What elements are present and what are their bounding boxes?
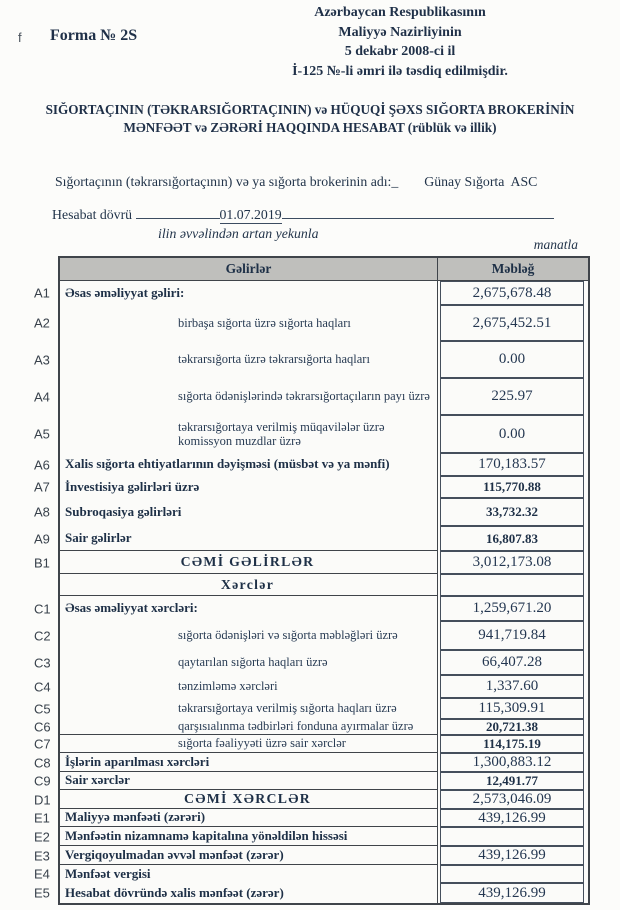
row-label-cell <box>60 790 438 809</box>
row-code: A3 <box>34 352 50 367</box>
blank-underline <box>136 204 220 219</box>
row-code: B1 <box>34 555 50 570</box>
row-code: C6 <box>34 719 51 735</box>
row-label-cell <box>60 675 438 698</box>
table-row-C3 <box>34 650 588 675</box>
row-code: C8 <box>34 755 51 770</box>
report-title-line2: MƏNFƏƏT və ZƏRƏRİ HAQQINDA HESABAT (rüblük və illik) <box>123 120 497 135</box>
row-amount-cell <box>438 883 588 903</box>
currency-note: manatla <box>533 237 578 252</box>
row-label: təkrarsığortaya verilmiş müqavilələr üzrə komissyon muzdlar üzrə <box>178 419 385 448</box>
amount-box <box>440 846 584 865</box>
row-amount-cell <box>438 453 588 476</box>
row-label: Maliyyə mənfəəti (zərəri) <box>65 809 206 825</box>
corner-mark: f <box>18 30 22 45</box>
header-amount-label: Məbləğ <box>491 261 535 276</box>
row-label-cell <box>60 809 438 827</box>
row-amount-cell <box>438 498 588 526</box>
row-amount-value: 439,126.99 <box>478 809 546 826</box>
amount-box <box>440 621 584 650</box>
row-label: sığorta ödənişləri və sığorta məbləğləri üzrə <box>178 628 398 643</box>
amount-box <box>440 827 584 846</box>
report-title <box>0 101 620 137</box>
amount-box <box>440 551 584 574</box>
amount-box <box>440 498 584 526</box>
row-amount-cell <box>438 341 588 378</box>
amount-box <box>440 476 584 498</box>
blank-underline <box>282 204 554 219</box>
row-amount-cell <box>438 551 588 574</box>
amount-box <box>440 790 584 809</box>
row-amount-cell <box>438 574 588 596</box>
row-label: Hesabat dövründə xalis mənfəət (zərər) <box>65 884 284 900</box>
row-amount-value: 1,259,671.20 <box>472 600 552 616</box>
table-row-A1 <box>34 281 588 305</box>
table-row-B1 <box>34 551 588 574</box>
row-label: tənzimləmə xərcləri <box>178 679 278 694</box>
report-title-line1: SIĞORTAÇININ (TƏKRARSIĞORTAÇININ) və HÜQUQİ ŞƏXS SIĞORTA BROKERİNİN <box>45 102 575 117</box>
row-label: Vergiqoyulmadan əvvəl mənfəət (zərər) <box>65 846 284 862</box>
amount-box <box>440 415 584 453</box>
table-row-A6 <box>34 453 588 476</box>
row-amount-cell <box>438 476 588 498</box>
amount-box <box>440 735 584 753</box>
table-row-C4 <box>34 675 588 698</box>
row-code: A1 <box>34 285 50 301</box>
row-amount-value: 66,407.28 <box>482 654 542 670</box>
row-code: E4 <box>34 866 50 882</box>
row-amount-cell <box>438 809 588 827</box>
row-amount-value: 12,491.77 <box>486 773 538 788</box>
row-amount-cell <box>438 772 588 790</box>
row-amount-cell <box>438 790 588 809</box>
row-code: C5 <box>34 701 51 716</box>
row-amount-cell <box>438 378 588 415</box>
header-cell-incomes <box>60 258 438 280</box>
row-code: A8 <box>34 504 50 520</box>
table-row-E3 <box>34 846 588 865</box>
row-label: Subroqasiya gəlirləri <box>65 503 182 519</box>
table-header-row <box>60 258 588 281</box>
row-label: təkrarsığortaya verilmiş sığorta haqları üzrə <box>178 701 397 716</box>
table-row-E1 <box>34 809 588 827</box>
row-code: C1 <box>34 601 51 616</box>
row-label-cell <box>60 650 438 675</box>
row-label-cell <box>60 476 438 498</box>
row-label: Əsas əməliyyat xərcləri: <box>65 600 198 616</box>
amount-box <box>440 675 584 698</box>
amount-box <box>440 574 584 596</box>
amount-box <box>440 453 584 476</box>
row-label-cell <box>60 753 438 772</box>
row-code: E5 <box>34 885 50 901</box>
row-amount-value: 941,719.84 <box>478 627 546 643</box>
row-amount-value: 2,573,046.09 <box>472 791 552 807</box>
row-amount-value: 115,770.88 <box>483 479 541 494</box>
table-row-E2 <box>34 827 588 846</box>
header-cell-amount <box>438 258 588 280</box>
insurer-name-line <box>55 174 537 190</box>
approval-line: İ-125 №-li əmri ilə təsdiq edilmişdir. <box>292 63 508 79</box>
row-amount-value: 0.00 <box>498 425 526 442</box>
table-row-A9 <box>34 526 588 551</box>
row-label: Mənfəət vergisi <box>65 865 151 881</box>
form-number: Forma № 2S <box>50 27 138 44</box>
row-label-cell <box>60 772 438 790</box>
row-amount-value: 1,337.60 <box>485 678 539 694</box>
row-code: A6 <box>34 457 50 472</box>
report-period-line <box>52 204 554 224</box>
row-label: CƏMİ XƏRCLƏR <box>183 791 312 807</box>
row-amount-value: 0.00 <box>498 351 526 367</box>
row-code: C7 <box>34 736 51 752</box>
approval-line: 5 dekabr 2008-ci il <box>344 44 456 59</box>
table-row-A5 <box>34 415 588 453</box>
row-label-cell <box>60 698 438 719</box>
table-row-E5 <box>34 883 588 903</box>
table-row-C9 <box>34 772 588 790</box>
row-label: Xərclər <box>220 576 275 592</box>
row-label: sığorta ödənişlərində təkrarsığortaçıların payı üzrə <box>178 389 430 404</box>
row-amount-value: 115,309.91 <box>478 700 546 716</box>
row-label: İşlərin aparılması xərcləri <box>65 753 210 769</box>
row-label-cell <box>60 719 438 735</box>
row-amount-cell <box>438 281 588 305</box>
row-amount-cell <box>438 735 588 753</box>
row-label-cell <box>60 865 438 883</box>
amount-box <box>440 305 584 341</box>
table-row-C5 <box>34 698 588 719</box>
amount-box <box>440 281 584 305</box>
table-row-D1 <box>34 790 588 809</box>
cumulative-note: ilin əvvəlindən artan yekunla <box>158 226 319 241</box>
row-label: birbaşa sığorta üzrə sığorta haqları <box>178 315 351 330</box>
row-amount-value: 20,721.38 <box>486 719 538 734</box>
row-label-cell <box>60 453 438 476</box>
table-row-C6 <box>34 719 588 735</box>
row-amount-cell <box>438 650 588 675</box>
row-label-cell <box>60 574 438 596</box>
amount-box <box>440 526 584 551</box>
table-row-xercler <box>60 574 588 596</box>
table-row-A3 <box>34 341 588 378</box>
approval-line: Azərbaycan Respublikasının <box>314 5 486 20</box>
row-label-cell <box>60 883 438 903</box>
report-table <box>34 256 590 905</box>
row-amount-value: 2,675,452.51 <box>472 314 552 331</box>
row-code: C2 <box>34 628 51 643</box>
approval-line: Maliyyə Nazirliyinin <box>338 24 462 40</box>
amount-box <box>440 865 584 883</box>
row-amount-cell <box>438 305 588 341</box>
table-row-C8 <box>34 753 588 772</box>
row-label-cell <box>60 305 438 341</box>
row-code: C9 <box>34 773 51 789</box>
row-amount-cell <box>438 719 588 735</box>
row-amount-value: 1,300,883.12 <box>472 754 552 770</box>
row-code: C3 <box>34 655 51 670</box>
insurer-name-value: Günay Sığorta ASC <box>424 174 538 189</box>
row-label: CƏMİ GƏLİRLƏR <box>180 554 315 570</box>
row-amount-cell <box>438 621 588 650</box>
row-label: qarşısıalınma tədbirləri fonduna ayırmalar üzrə <box>178 719 414 734</box>
table-row-A2 <box>34 305 588 341</box>
row-code: E3 <box>34 848 50 863</box>
row-amount-cell <box>438 415 588 453</box>
row-amount-value: 114,175.19 <box>483 736 541 751</box>
row-code: A4 <box>34 389 50 404</box>
row-label-cell <box>60 526 438 551</box>
row-code: A2 <box>34 315 50 331</box>
row-amount-value: 439,126.99 <box>478 884 546 901</box>
amount-box <box>440 809 584 827</box>
approval-block <box>235 3 565 81</box>
row-label-cell <box>60 415 438 453</box>
table-row-C2 <box>34 621 588 650</box>
row-label-cell <box>60 735 438 753</box>
row-amount-value: 2,675,678.48 <box>472 284 552 301</box>
table-row-C1 <box>34 596 588 621</box>
row-amount-cell <box>438 865 588 883</box>
row-label: Xalis sığorta ehtiyatlarının dəyişməsi (müsbət və ya mənfi) <box>65 456 390 472</box>
row-amount-value: 439,126.99 <box>478 847 546 863</box>
insurer-name-label: Sığortaçının (təkrarsığortaçının) və ya sığorta brokerinin adı:_ <box>55 174 399 189</box>
amount-box <box>440 650 584 675</box>
row-label-cell <box>60 621 438 650</box>
amount-box <box>440 753 584 772</box>
row-code: A7 <box>34 479 50 495</box>
row-label: qaytarılan sığorta haqları üzrə <box>178 655 328 670</box>
row-code: A5 <box>34 426 50 442</box>
row-label-cell <box>60 596 438 621</box>
table-row-C7 <box>34 735 588 753</box>
table-row-A7 <box>34 476 588 498</box>
row-amount-cell <box>438 596 588 621</box>
row-label-cell <box>60 341 438 378</box>
row-label: Mənfəətin nizamnamə kapitalına yönəldilən hissəsi <box>65 827 348 843</box>
row-label: sığorta fəaliyyəti üzrə sair xərclər <box>178 736 346 751</box>
amount-box <box>440 719 584 735</box>
row-amount-cell <box>438 698 588 719</box>
row-amount-cell <box>438 526 588 551</box>
row-label-cell <box>60 378 438 415</box>
row-label: təkrarsığorta üzrə təkrarsığorta haqları <box>178 352 370 367</box>
header-incomes-label: Gəlirlər <box>225 261 272 276</box>
row-label-cell <box>60 281 438 305</box>
row-code: A9 <box>34 531 50 546</box>
row-label-cell <box>60 846 438 865</box>
row-amount-cell <box>438 846 588 865</box>
amount-box <box>440 378 584 415</box>
row-code: D1 <box>34 792 51 807</box>
row-amount-value: 33,732.32 <box>486 504 538 519</box>
report-period-value: 01.07.2019 <box>219 207 282 222</box>
row-label: Sair gəlirlər <box>65 529 132 545</box>
row-code: C4 <box>34 679 51 694</box>
row-amount-cell <box>438 753 588 772</box>
row-label: İnvestisiya gəlirləri üzrə <box>65 478 200 494</box>
amount-box <box>440 772 584 790</box>
table-row-E4 <box>34 865 588 883</box>
row-label-cell <box>60 498 438 526</box>
row-amount-value: 16,807.83 <box>486 530 538 546</box>
row-code: E1 <box>34 810 50 826</box>
row-label: Sair xərclər <box>65 772 130 788</box>
amount-box <box>440 698 584 719</box>
table-row-A8 <box>34 498 588 526</box>
report-period-label: Hesabat dövrü <box>52 207 133 222</box>
row-label-cell <box>60 551 438 574</box>
row-label-cell <box>60 827 438 846</box>
amount-box <box>440 341 584 378</box>
row-amount-value: 225.97 <box>491 388 533 404</box>
row-label: Əsas əməliyyat gəliri: <box>65 284 185 300</box>
row-amount-cell <box>438 675 588 698</box>
row-amount-value: 170,183.57 <box>478 456 546 472</box>
table-row-A4 <box>34 378 588 415</box>
row-amount-value: 3,012,173.08 <box>472 554 552 570</box>
row-amount-cell <box>438 827 588 846</box>
row-code: E2 <box>34 829 50 844</box>
amount-box <box>440 596 584 621</box>
amount-box <box>440 883 584 903</box>
